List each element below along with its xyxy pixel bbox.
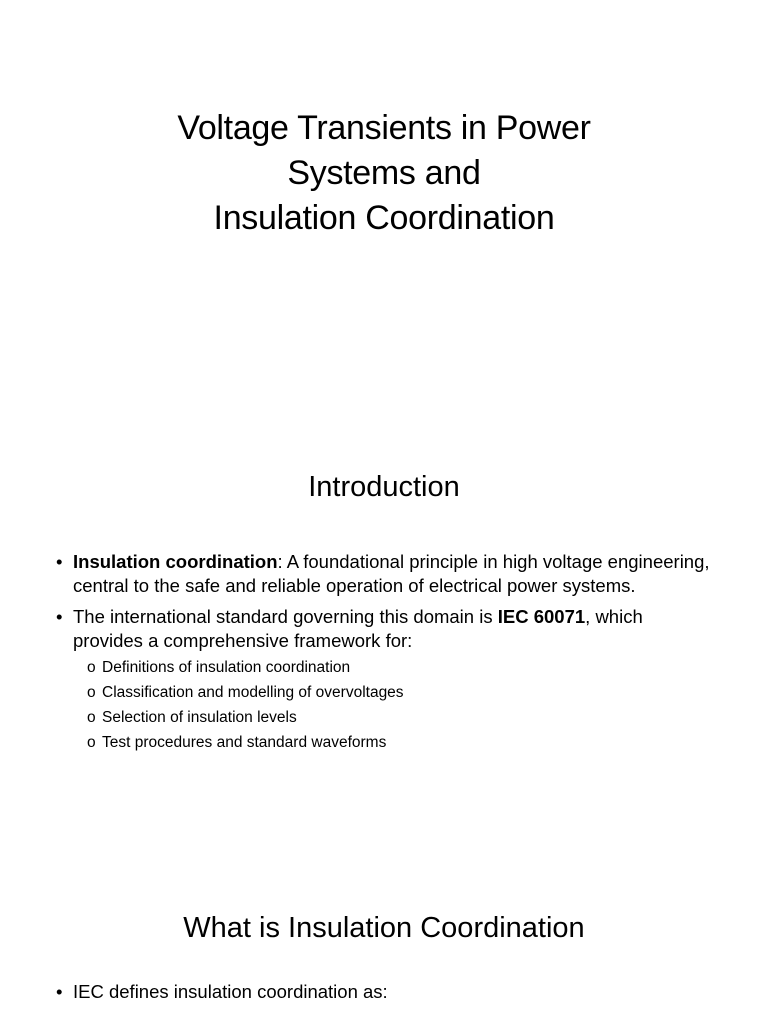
sub-bullet-icon: o — [87, 659, 96, 676]
sub-item-text: Test procedures and standard waveforms — [102, 734, 387, 751]
sub-list-item — [87, 730, 716, 755]
sub-bullet-icon: o — [87, 734, 96, 751]
sub-item-text: Definitions of insulation coordination — [102, 659, 351, 676]
introduction-bullet-list — [56, 550, 716, 762]
bullet-dot-icon: • — [56, 981, 63, 1002]
title-line-1: Voltage Transients in Power — [177, 109, 591, 147]
bullet-bold-term: Insulation coordination — [73, 551, 278, 572]
what-bullet-list — [56, 980, 716, 1011]
title-slide — [0, 106, 768, 241]
sub-list-item — [87, 705, 716, 730]
framework-sub-list — [87, 655, 716, 755]
title-line-2: Systems and — [287, 154, 481, 192]
sub-item-text: Selection of insulation levels — [102, 709, 297, 726]
bullet-dot-icon: • — [56, 551, 63, 572]
bullet-text-before: The international standard governing this domain is — [73, 606, 498, 627]
bullet-dot-icon: • — [56, 606, 63, 627]
sub-bullet-icon: o — [87, 709, 96, 726]
bullet-text-after: , which provides a comprehensive framework for: — [73, 606, 643, 651]
sub-bullet-icon: o — [87, 684, 96, 701]
sub-list-item — [87, 680, 716, 705]
title-line-3: Insulation Coordination — [213, 199, 555, 237]
sub-item-text: Classification and modelling of overvoltages — [102, 684, 404, 701]
bullet-bold-standard: IEC 60071 — [497, 606, 586, 627]
bullet-insulation-coordination — [56, 550, 716, 598]
what-is-insulation-coordination-heading: What is Insulation Coordination — [183, 912, 585, 944]
sub-list-item — [87, 655, 716, 680]
bullet-text: IEC defines insulation coordination as: — [73, 981, 388, 1002]
introduction-heading: Introduction — [308, 471, 460, 503]
bullet-text: : A foundational principle in high voltage engineering, central to the safe and reliable operation of electrical power systems. — [73, 551, 710, 596]
bullet-iec-standard — [56, 605, 716, 755]
bullet-iec-definition — [56, 980, 716, 1004]
